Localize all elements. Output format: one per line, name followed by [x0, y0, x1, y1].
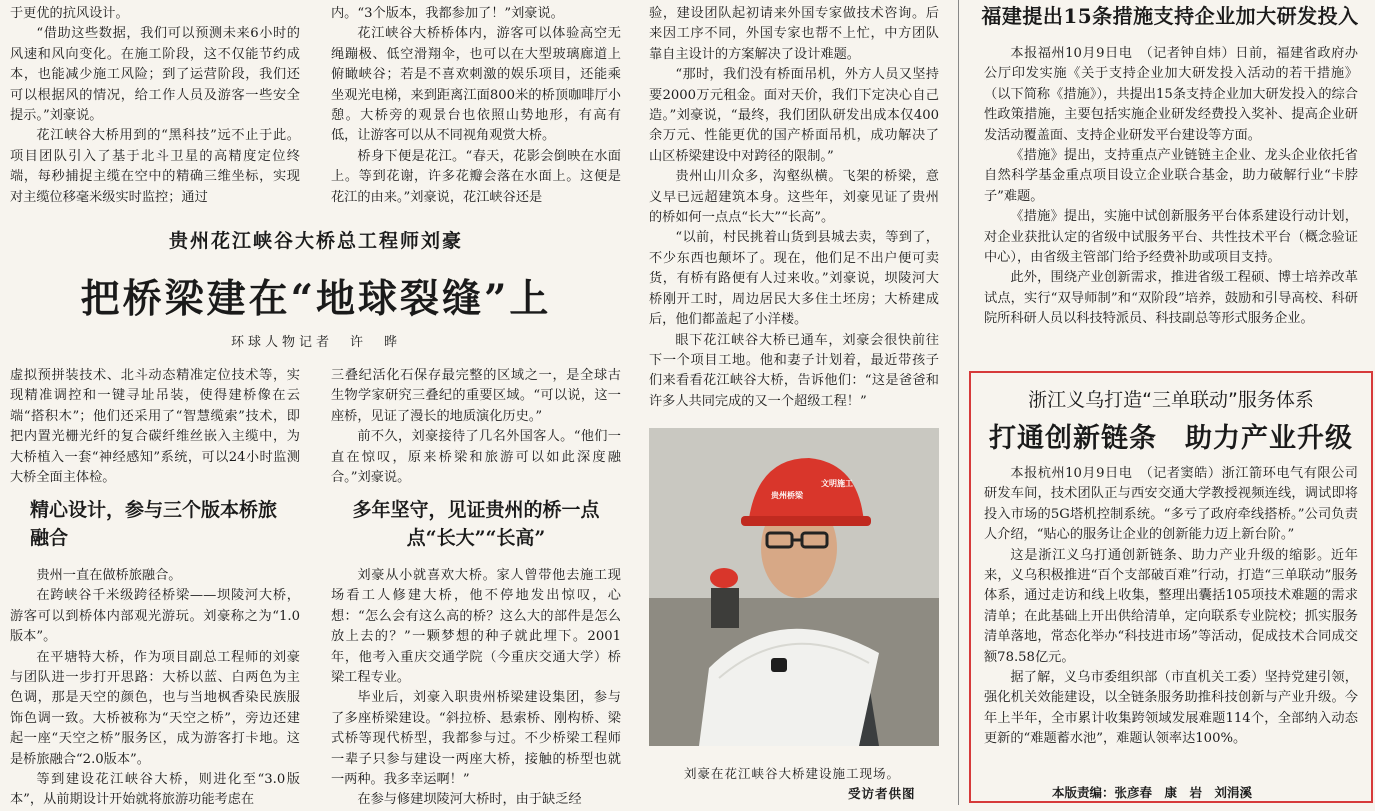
- paragraph: 等到建设花江峡谷大桥，则进化至“3.0版本”，从前期设计开始就将旅游功能考虑在: [10, 772, 300, 808]
- paragraph: 《措施》提出，支持重点产业链链主企业、龙头企业依托省自然科学基金重点项目设立企业联合基金，助力破解行业“卡脖子”难题。: [984, 148, 1358, 204]
- paragraph: “以前，村民挑着山货到县城去卖，等到了，不少东西也颠坏了。现在，他们足不出户便可卖货，有桥有路便有人过来收。”刘豪说，坝陵河大桥刚开工时，周边居民大多住土坯房；大桥建成后，他们都盖起了小洋楼。: [649, 230, 939, 328]
- paragraph: 于更优的抗风设计。: [10, 6, 129, 21]
- paragraph: 虚拟预拼装技术、北斗动态精准定位技术等，实现精准调控和一键寻址吊装，使得建桥像在云端“搭积木”；他们还采用了“智慧缆索”技术，即把内置光栅光纤的复合碳纤维丝嵌入主缆中，为大桥植入一套“神经感知”系统，可以24小时监测大桥全面主体检。: [10, 368, 300, 486]
- col1-bottom-body: [10, 566, 300, 811]
- col2-top: [331, 4, 621, 208]
- paragraph: 本报杭州10月9日电 （记者窦皓）浙江箭环电气有限公司研发车间，技术团队正与西安交通大学教授视频连线，调试即将投入市场的5G塔机控制系统。“多亏了政府牵线搭桥。”公司负责人介绍，“贴心的服务让企业的创新能力迈上新台阶。”: [984, 466, 1358, 543]
- col3: [649, 4, 939, 412]
- paragraph: 前不久，刘豪接待了几名外国客人。“他们一直在惊叹，原来桥梁和旅游可以如此深度融合。”刘豪说。: [331, 429, 621, 486]
- paragraph: 毕业后，刘豪入职贵州桥梁建设集团，参与了多座桥梁建设。“斜拉桥、悬索桥、刚构桥、梁式桥等现代桥型，我都参与过。不少桥梁工程师一辈子只参与建设一两座大桥，接触的桥型也就一两种。我多幸运啊！”: [331, 690, 621, 788]
- section-subhead: 精心设计，参与三个版本桥旅融合: [30, 499, 278, 549]
- feature-title: 把桥梁建在“地球裂缝”上: [80, 276, 552, 322]
- paragraph: 花江峡谷大桥桥体内，游客可以体验高空无绳蹦极、低空滑翔伞，也可以在大型玻璃廊道上俯瞰峡谷；若是不喜欢刺激的娱乐项目，还能乘坐观光电梯，来到距离江面800米的桥顶咖啡厅小憩。大桥旁的观景台也依照山势地形，有高有低，让游客可以从不同视角观赏大桥。: [331, 26, 621, 144]
- paragraph: 内。“3个版本，我都参加了！”刘豪说。: [331, 6, 564, 21]
- paragraph: 花江峡谷大桥用到的“黑科技”远不止于此。项目团队引入了基于北斗卫星的高精度定位终端，每秒捕捉主缆在空中的精确三维坐标，实现对主缆位移毫米级实时监控；通过: [10, 128, 300, 205]
- paragraph: 在平塘特大桥，作为项目副总工程师的刘豪与团队进一步打开思路：大桥以蓝、白两色为主色调，那是天空的颜色，也与当地枫香染民族服饰色调一致。大桥被称为“天空之桥”，旁边还建起一座“天空之桥”服务区，成为游客打卡地。这是桥旅融合“2.0版本”。: [10, 649, 300, 767]
- col2-bottom: [331, 366, 621, 488]
- news-photo: [649, 428, 939, 746]
- paragraph: 本报福州10月9日电 （记者钟自炜）日前，福建省政府办公厅印发实施《关于支持企业加大研发投入活动的若干措施》（以下简称《措施》），共提出15条支持企业加大研发投入的综合性政策措施，主要包括实施企业研发经费投入奖补、提高企业研发活动覆盖面、支持企业研发平台建设等方面。: [984, 46, 1358, 143]
- fujian-body: [984, 44, 1358, 330]
- paragraph: 验，建设团队起初请来外国专家做技术咨询。后来因工序不同，外国专家也帮不上忙，中方团队靠自主设计的方案解决了设计难题。: [649, 6, 939, 62]
- paragraph: 刘豪从小就喜欢大桥。家人曾带他去施工现场看工人修建大桥，他不停地发出惊叹，心想：“怎么会有这么高的桥？这么大的部件是怎么放上去的？”一颗梦想的种子就此埋下。2001年，他考入重庆交通学院（今重庆交通大学）桥梁工程专业。: [331, 568, 621, 686]
- paragraph: 贵州一直在做桥旅融合。: [36, 568, 182, 583]
- zhejiang-body: [984, 464, 1358, 750]
- feature-kicker: 贵州花江峡谷大桥总工程师刘豪: [168, 230, 463, 252]
- paragraph: 在参与修建坝陵河大桥时，由于缺乏经: [357, 792, 582, 808]
- helmet-name-text: 文明施工: [821, 479, 853, 488]
- paragraph: 在跨峡谷千米级跨径桥梁——坝陵河大桥，游客可以到桥体内部观光游玩。刘豪称之为“1.0版本”。: [10, 588, 300, 645]
- paragraph: 《措施》提出，实施中试创新服务平台体系建设行动计划，对企业获批认定的省级中试服务平台、共性技术平台（概念验证中心），由省级主管部门给予经费补助或项目支持。: [984, 209, 1358, 266]
- fujian-title: 福建提出15条措施支持企业加大研发投入: [981, 4, 1359, 28]
- zhejiang-title: 打通创新链条 助力产业升级: [989, 423, 1353, 454]
- photo-caption: 刘豪在花江峡谷大桥建设施工现场。: [684, 766, 901, 781]
- paragraph: 贵州山川众多，沟壑纵横。飞架的桥梁，意义早已远超建筑本身。这些年，刘豪见证了贵州的桥如何一点点“长大”“长高”。: [649, 169, 939, 226]
- page-editors: 本版责编：张彦春 康 岩 刘涓溪: [1052, 785, 1253, 800]
- paragraph: 桥身下便是花江。“春天，花影会倒映在水面上。等到花谢，许多花瓣会落在水面上。这便是花江的由来。”刘豪说，花江峡谷还是: [331, 148, 621, 205]
- section-subhead: 多年坚守，见证贵州的桥一点点“长大”“长高”: [352, 499, 600, 549]
- paragraph: 此外，围绕产业创新需求，推进省级工程硕、博士培养改革试点，实行“双导师制”和“双阶段”培养，鼓励和引导高校、科研院所科研人员以科技特派员、科技副总等形式服务企业。: [984, 270, 1358, 327]
- photo-credit: 受访者供图: [848, 786, 916, 801]
- col1-bottom: [10, 366, 300, 488]
- paragraph: 这是浙江义乌打通创新链条、助力产业升级的缩影。近年来，义乌积极推进“百个支部破百难”行动，打造“三单联动”服务体系，通过走访和线上收集，整理出囊括105项技术难题的需求清单；在此基础上开出供给清单，定向联系专业院校；抓实服务清单落地，常态化举办“科技进市场”等活动，促成技术合同成交额78.58亿元。: [984, 547, 1358, 665]
- paragraph: “那时，我们没有桥面吊机，外方人员又坚持要2000万元租金。面对天价，我们下定决心自己造。”刘豪说，“最终，我们团队研发出成本仅400余万元、性能更优的国产桥面吊机，成功解决了山区桥梁建设中对跨径的限制。”: [649, 67, 939, 164]
- zhejiang-kicker: 浙江义乌打造“三单联动”服务体系: [1028, 389, 1314, 411]
- paragraph: “借助这些数据，我们可以预测未来6小时的风速和风向变化。在施工阶段，这不仅能节约成本，也能减少施工风险；到了运营阶段，我们还可以根据风的情况，给工作人员及游客一些安全提示。”刘豪说。: [10, 26, 300, 124]
- photo-illustration: [649, 428, 939, 746]
- col2-bottom-body: [331, 566, 621, 811]
- paragraph: 据了解，义乌市委组织部（市直机关工委）坚持党建引领，强化机关效能建设，以全链条服务助推科技创新与产业升级。今年上半年，全市累计收集跨领域发展难题114个，全部纳入动态更新的“难题蓄水池”，难题认领率达100%。: [984, 670, 1358, 747]
- paragraph: 三叠纪活化石保存最完整的区域之一，是全球古生物学家研究三叠纪的重要区域。“可以说，这一座桥，见证了漫长的地质演化历史。”: [331, 368, 621, 424]
- col1-top: [10, 4, 300, 208]
- paragraph: 眼下花江峡谷大桥已通车，刘豪会很快前往下一个项目工地。他和妻子计划着，最近带孩子们来看看花江峡谷大桥，告诉他们：“这是爸爸和许多人共同完成的又一个超级工程！”: [649, 332, 939, 409]
- column-divider: [958, 0, 959, 805]
- helmet-logo-text: 贵州桥梁: [771, 491, 803, 500]
- feature-byline: 环球人物记者 许 晔: [230, 335, 401, 350]
